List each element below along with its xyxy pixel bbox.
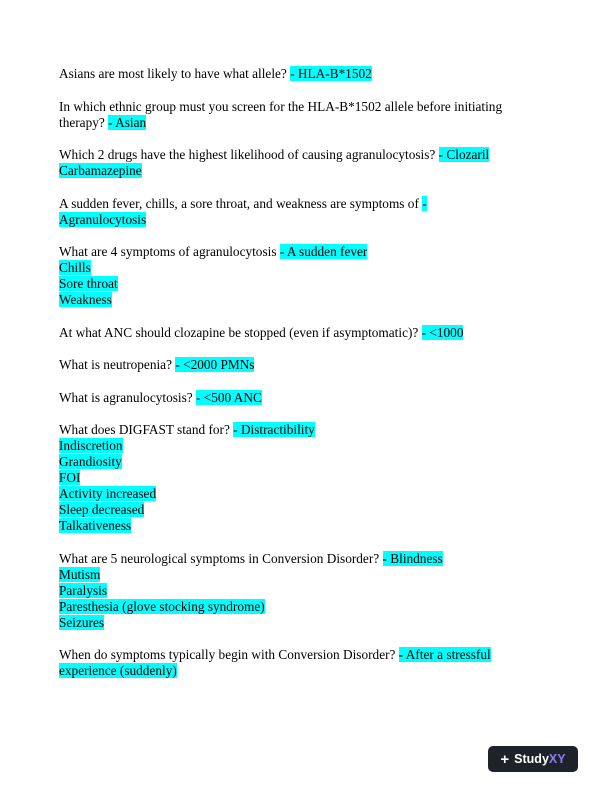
answer-text: Seizures bbox=[59, 614, 105, 630]
question-text: Asians are most likely to have what allele? bbox=[59, 66, 287, 81]
qa-item bbox=[59, 196, 539, 228]
answer-text: - After a stressful bbox=[398, 647, 491, 662]
answer-text: Paralysis bbox=[59, 582, 108, 598]
studyxy-badge[interactable] bbox=[488, 746, 578, 772]
answer-text: - <500 ANC bbox=[196, 389, 262, 405]
answer-text: experience (suddenly) bbox=[59, 663, 177, 678]
qa-item bbox=[59, 244, 539, 308]
answer-text: Agranulocytosis bbox=[59, 211, 147, 227]
answer-text: Grandiosity bbox=[59, 454, 122, 469]
answer-text: - Distractibility bbox=[233, 422, 315, 437]
document-body bbox=[59, 66, 539, 696]
answer-text: Talkativeness bbox=[59, 518, 132, 533]
qa-item bbox=[59, 325, 539, 341]
qa-item bbox=[59, 647, 539, 679]
answer-text: - HLA-B*1502 bbox=[290, 66, 372, 81]
question-text-cont: therapy? bbox=[59, 114, 105, 130]
answer-text: Sleep decreased bbox=[59, 502, 145, 517]
answer-text: Indiscretion bbox=[59, 438, 123, 453]
question-text: What is agranulocytosis? bbox=[59, 389, 193, 405]
qa-item bbox=[59, 422, 539, 534]
answer-text: FOI bbox=[59, 470, 81, 485]
question-text: When do symptoms typically begin with Conversion Disorder? bbox=[59, 647, 396, 662]
brand-name: StudyXY bbox=[514, 752, 566, 766]
question-text: What is neutropenia? bbox=[59, 357, 172, 372]
answer-text: Paresthesia (glove stocking syndrome) bbox=[59, 598, 265, 614]
qa-item bbox=[59, 147, 539, 179]
answer-text: Mutism bbox=[59, 566, 101, 582]
qa-item bbox=[59, 66, 539, 82]
answer-text: Activity increased bbox=[59, 486, 157, 501]
answer-text: - Clozaril bbox=[438, 147, 490, 162]
question-text: Which 2 drugs have the highest likelihood of causing agranulocytosis? bbox=[59, 147, 436, 162]
answer-text: - A sudden fever bbox=[279, 244, 368, 259]
answer-text: Weakness bbox=[59, 292, 112, 307]
question-text: A sudden fever, chills, a sore throat, and weakness are symptoms of bbox=[59, 195, 419, 211]
answer-text: Chills bbox=[59, 260, 91, 275]
question-text: In which ethnic group must you screen for the HLA-B*1502 allele before initiating bbox=[59, 98, 503, 114]
question-text: At what ANC should clozapine be stopped (even if asymptomatic)? bbox=[59, 324, 419, 340]
question-text: What does DIGFAST stand for? bbox=[59, 422, 230, 437]
answer-text: Sore throat bbox=[59, 276, 118, 291]
qa-item bbox=[59, 357, 539, 373]
answer-text: - <2000 PMNs bbox=[175, 357, 255, 372]
answer-text: - bbox=[422, 195, 427, 211]
question-text: What are 4 symptoms of agranulocytosis bbox=[59, 244, 277, 259]
qa-item bbox=[59, 99, 539, 131]
answer-text: Carbamazepine bbox=[59, 163, 142, 178]
answer-text: - Blindness bbox=[382, 550, 443, 566]
answer-text: - <1000 bbox=[421, 324, 464, 340]
qa-item bbox=[59, 551, 539, 631]
plus-icon: + bbox=[500, 750, 510, 768]
question-text: What are 5 neurological symptoms in Conversion Disorder? bbox=[59, 550, 380, 566]
qa-item bbox=[59, 390, 539, 406]
answer-text: - Asian bbox=[108, 114, 147, 130]
